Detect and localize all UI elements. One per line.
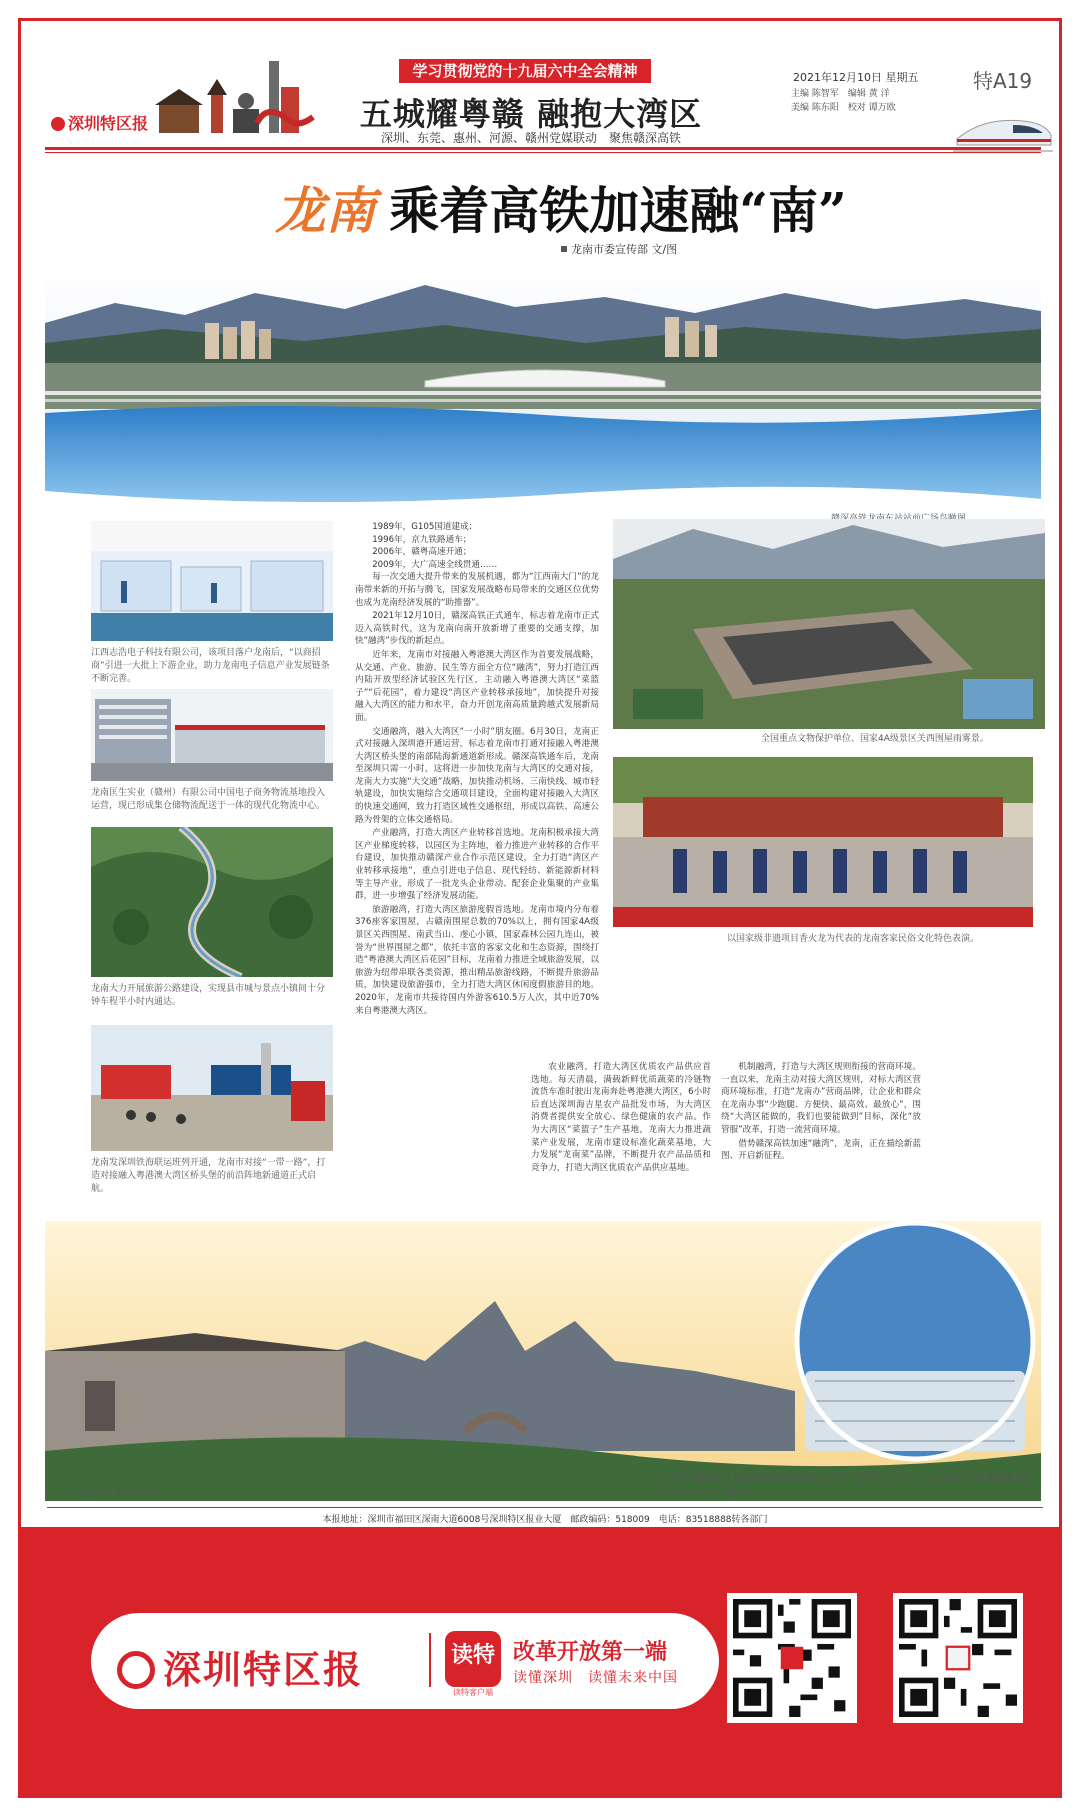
timeline-item: 1996年，京九铁路通车； bbox=[372, 534, 472, 545]
issue-date: 2021年12月10日 星期五 bbox=[793, 71, 919, 84]
article-paragraph: 产业融湾，打造大湾区产业转移首选地。龙南积极承接大湾区产业梯度转移，以园区为主阵地，着力推进产业转移的合作平台建设，加快推动赣深产业合作示范区建设，全力打造“湾区产业转移承接地”，重点引进电子信息、现代轻纺、新能源新材料等主导产业，形成了一批龙头企业带动、配套企业集聚的产业集群，进一步增强了经济发展动能。 bbox=[355, 828, 599, 902]
credit-line: 主编 陈智军 编辑 黄 洋 bbox=[791, 89, 890, 99]
promo-tagline: 读懂深圳 读懂未来中国 bbox=[513, 1670, 678, 1686]
header-rule bbox=[45, 147, 1041, 150]
pill-divider bbox=[429, 1633, 431, 1687]
title-place: 龙南 bbox=[275, 181, 376, 240]
credit-line: 美编 陈东阳 校对 谭万欧 bbox=[791, 103, 896, 113]
special-headline: 五城耀粤赣 融抱大湾区 bbox=[359, 95, 703, 133]
article-paragraph: 2021年12月10日，赣深高铁正式通车，标志着龙南市正式迈入高铁时代，这为龙南向南开放新增了重要的交通支撑，加快“融湾”步伐的新起点。 bbox=[355, 611, 599, 647]
article-paragraph: 农业融湾，打造大湾区优质农产品供应首选地。每天清晨，满载新鲜优质蔬菜的冷链物流货车准时驶出龙南奔赴粤港澳大湾区，6小时后直达深圳海吉星农产品批发市场，为大湾区消费者提供安全放心、绿色健康的农产品。作为大湾区“菜篮子”生产基地，龙南大力推进蔬菜产业发展，龙南市建设标准化蔬菜基地，大力发展“龙南菜”品牌，不断提升农产品品质和竞争力，打造大湾区优质农产品供应基地。 bbox=[531, 1062, 711, 1173]
bullet-train-illustration bbox=[953, 99, 1053, 163]
article-column-3 bbox=[531, 1061, 711, 1217]
scenic-panorama-photo bbox=[45, 1221, 1041, 1501]
article-paragraph: 借势赣深高铁加速“融湾”，龙南，正在描绘新蓝图、开启新征程。 bbox=[721, 1138, 921, 1162]
timeline-item: 1989年，G105国道建成； bbox=[372, 522, 478, 532]
mountain-caption: 大美龙南，风景如画。 bbox=[69, 1490, 160, 1500]
byline bbox=[561, 241, 677, 257]
greenhouse-caption: 龙南市关西镇新大村蔬菜基地获评粤港澳大湾区“菜篮子”生产基地，成为赣州首批粤港澳大湾区“菜篮子”生产基地。 bbox=[661, 1474, 1031, 1497]
banner-slogan: 学习贯彻党的十九届六中全会精神 bbox=[399, 59, 651, 83]
newspaper-page bbox=[18, 18, 1062, 1798]
hero-aerial-photo bbox=[45, 263, 1041, 533]
byline-square-icon bbox=[561, 246, 567, 252]
promo-slogan: 改革开放第一端 bbox=[513, 1640, 668, 1665]
title-main: 乘着高铁加速融“南” bbox=[389, 181, 847, 240]
article-column-4 bbox=[721, 1061, 921, 1217]
brand-logo-text: 深圳特区报 bbox=[163, 1647, 364, 1692]
brand-circle-icon bbox=[117, 1651, 155, 1689]
mountain-highway-photo bbox=[91, 827, 333, 977]
duter-app-sub: 读特客户端 bbox=[453, 1688, 493, 1697]
byline-text: 龙南市委宣传部 文/图 bbox=[571, 243, 678, 256]
header-rule-thin bbox=[45, 152, 1041, 153]
dance-caption: 以国家级非遗项目香火龙为代表的龙南客家民俗文化特色表演。 bbox=[727, 934, 980, 944]
timeline-item: 2006年，赣粤高速开通； bbox=[372, 547, 472, 558]
article-paragraph: 近年来，龙南市对接融入粤港澳大湾区作为首要发展战略，从交通、产业、旅游、民生等方面全方位“融湾”，努力打造江西内陆开放型经济试验区先行区，主动融入粤港澳大湾区“菜篮子”“后花园”，着力建设“湾区产业转移承接地”，加快提升对接融入大湾区的能力和水平，奋力开创龙南高质量跨越式发展新局面。 bbox=[355, 649, 599, 723]
qr-code-icon[interactable] bbox=[893, 1593, 1023, 1723]
weiwu-caption: 全国重点文物保护单位、国家4A级景区关西围屋雨雾景。 bbox=[761, 734, 989, 744]
logistics-plant-photo bbox=[91, 689, 333, 781]
special-subline: 深圳、东莞、惠州、河源、赣州党媒联动 聚焦赣深高铁 bbox=[380, 131, 681, 145]
footer-address: 本报地址：深圳市福田区深南大道6008号深圳特区报业大厦 邮政编码：518009 电话：83518888转各部门 bbox=[47, 1507, 1043, 1525]
article-paragraph: 旅游融湾，打造大湾区旅游度假首选地。龙南市境内分布着376座客家围屋，占赣南围屋总数的70%以上，拥有国家4A级景区关西围屋、南武当山、虔心小镇，国家森林公园九连山，被誉为“世界围屋之都”，依托丰富的客家文化和生态资源，围绕打造“粤港澳大湾区后花园”目标，龙南着力推进全域旅游发展，以旅游为纽带串联各类资源，推出精品旅游线路，不断提升旅游品质，加快建设旅游强市，全力打造大湾区休闲度假旅游目的地。2020年，龙南市共接待国内外游客610.5万人次，其中近70%来自粤港澳大湾区。 bbox=[355, 904, 599, 1016]
page-number: 特A19 bbox=[973, 69, 1033, 93]
weiwu-fortress-photo bbox=[613, 519, 1045, 729]
duter-app-badge: 读特 bbox=[445, 1631, 501, 1687]
rail-caption: 龙南发深圳铁海联运班列开通，龙南市对接“一带一路”，打造对接融入粤港澳大湾区桥头堡的前沿阵地新通道正式启航。 bbox=[91, 1158, 326, 1194]
article-paragraph: 机制融湾，打造与大湾区规则衔接的营商环境。一直以来，龙南主动对接大湾区规则，对标大湾区营商环境标准，打造“龙南办”营商品牌，让企业和群众在龙南办事“少跑腿、方便快、最高效、最放心”，围绕“大湾区能做的，我们也要能做到”目标，深化“放管服”改革，打造一流营商环境。 bbox=[721, 1062, 921, 1135]
editor-credits bbox=[791, 87, 896, 115]
factory-caption: 江西志浩电子科技有限公司，该项目落户龙南后，“以商招商”引进一大批上下游企业，助力龙南电子信息产业发展链条不断完善。 bbox=[91, 648, 330, 684]
timeline-item: 2009年，大广高速全线贯通…… bbox=[372, 559, 498, 570]
folk-dance-photo bbox=[613, 757, 1033, 927]
qr-code-icon[interactable] bbox=[727, 1593, 857, 1723]
brand-logo bbox=[117, 1639, 363, 1694]
factory-photo bbox=[91, 521, 333, 641]
logo-circle-icon bbox=[51, 117, 65, 131]
logistics-plant-caption: 龙南匡生实业（赣州）有限公司中国电子商务物流基地投入运营，现已形成集仓储物流配送于一体的现代化物流中心。 bbox=[91, 788, 326, 811]
article-paragraph: 交通融湾，融入大湾区“一小时”朋友圈。6月30日，龙南正式对接融入深圳港开通运营，标志着龙南市打通对接融入粤港澳大湾区桥头堡的南部陆海新通道新形成。赣深高铁通车后，龙南至深圳只需一小时，这将进一步加快龙南与大湾区的交通对接，龙南大力实施“大交通”战略，加快推动机场、三南快线、城市轻轨建设，加快实施综合交通项目建设，全面构建对接融入大湾区的快速交通网，致力打造区域性交通枢纽，形成以高铁、高速公路为骨架的立体交通格局。 bbox=[355, 726, 599, 825]
landmarks-illustration bbox=[151, 53, 321, 143]
article-paragraph: 每一次交通大提升带来的发展机遇，都为“江西南大门”的龙南带来新的开拓与腾飞，国家发展战略布局带来的交通区位优势也成为龙南经济发展的“助推器”。 bbox=[355, 572, 599, 608]
article-title bbox=[221, 171, 901, 243]
highway-caption: 龙南大力开展旅游公路建设，实现县市城与景点小镇间十分钟车程半小时内通达。 bbox=[91, 984, 326, 1007]
masthead-logo-text: 深圳特区报 bbox=[68, 114, 149, 133]
masthead-logo bbox=[51, 111, 148, 134]
rail-launch-photo bbox=[91, 1025, 333, 1151]
